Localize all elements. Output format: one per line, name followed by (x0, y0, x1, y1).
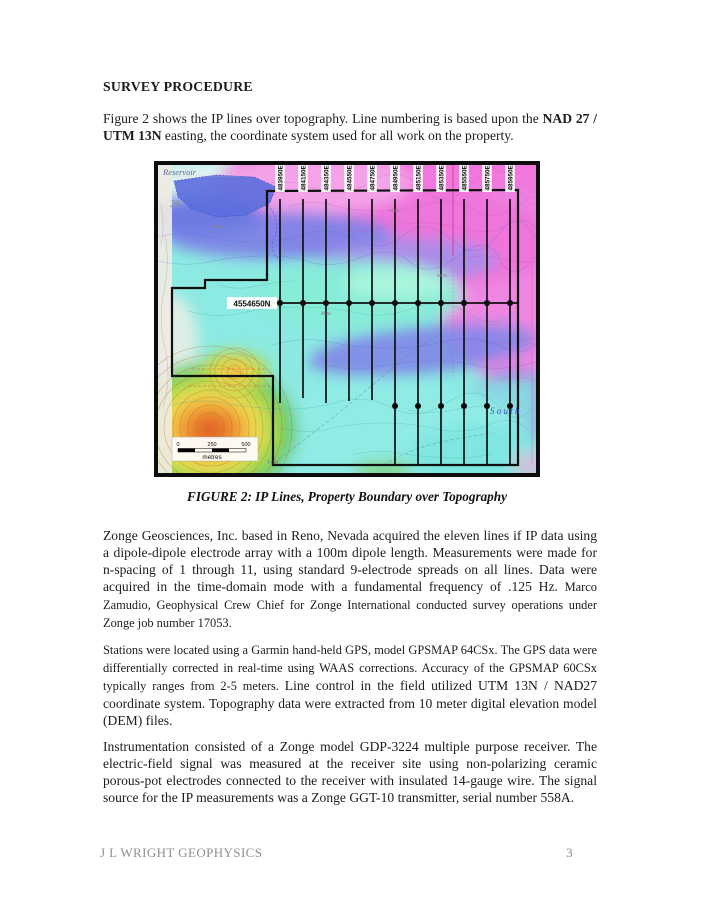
text-segment: easting, the coordinate system used for all work on the property. (161, 128, 514, 143)
easting-label: 483950E (277, 165, 285, 191)
station-dot (461, 403, 467, 409)
svg-text:metres: metres (202, 454, 222, 461)
topo-map (158, 165, 536, 473)
contour-elevation-label: 5801 (437, 273, 448, 278)
south-label: S o u t h (490, 406, 520, 416)
easting-label: 485550E (461, 165, 469, 191)
text-segment: Line control in the field utilized UTM 13N / NAD27 coordinate system. Topography data were extracted from 10 meter digital elevation model (DEM) files. (103, 678, 597, 728)
page-number: 3 (566, 845, 573, 860)
text-segment: NAD 27 / UTM 13N (103, 111, 597, 143)
map-margin-strip (158, 165, 172, 473)
page-footer (100, 845, 573, 861)
station-dot (415, 403, 421, 409)
easting-label: 484550E (346, 165, 354, 191)
gps-paragraph (103, 641, 597, 729)
text-segment: Marco Zamudio, Geophysical Crew Chief for Zonge International conducted survey operations under Zonge job number 17053. (103, 580, 597, 630)
map-frame (154, 161, 540, 477)
station-dot (392, 403, 398, 409)
text-segment: Zonge Geosciences, Inc. based in Reno, Nevada acquired the eleven lines if IP data using a dipole-dipole electrode array with a 100m dipole length. Measurements were made for n-spacing of 1 through 11, using standard 9-electrode spreads on all lines. Data were acquired in the time-domain mode with a fundamental frequency of .125 Hz. (103, 528, 597, 594)
road-label: Road (214, 224, 226, 230)
text-segment: Figure 2 shows the IP lines over topography. Line numbering is based upon the (103, 111, 543, 126)
section-heading: SURVEY PROCEDURE (103, 79, 253, 94)
instrumentation-paragraph (103, 738, 597, 806)
mine-label: Mine (321, 312, 332, 317)
station-7-50-label: 7+50 (267, 460, 279, 466)
text-segment: Instrumentation consisted of a Zonge model GDP-3224 multiple purpose receiver. The electric-field signal was measured at the receiver site using non-polarizing ceramic porous-pot electrodes connected to the receiver with insulated 14-gauge wire. The signal source for the IP measurements was a Zonge GGT-10 transmitter, serial number 558A. (103, 739, 597, 805)
scale-bar (172, 437, 258, 461)
northing-label (227, 297, 277, 309)
svg-text:0: 0 (176, 442, 180, 448)
intro-paragraph (103, 110, 597, 144)
easting-label: 484150E (300, 165, 308, 191)
figure-2 (154, 161, 540, 505)
figure-caption: FIGURE 2: IP Lines, Property Boundary over Topography (187, 489, 507, 504)
reservoir-label: Reservoir (163, 167, 197, 177)
easting-label: 485150E (415, 165, 423, 191)
easting-label: 484750E (369, 165, 377, 191)
page-column (103, 0, 597, 806)
easting-label: 484350E (323, 165, 331, 191)
easting-label: 485750E (484, 165, 492, 191)
svg-text:500: 500 (241, 442, 251, 448)
section-number-label: 26 (170, 199, 180, 210)
text-segment: Stations were located using a Garmin hand-held GPS, model GPSMAP 64CSx. The GPS data were differentially corrected in real-time using WAAS corrections. Accuracy of the GPSMAP 60CSx typically ranges from 2-5 meters. (103, 643, 597, 693)
svg-text:4554650N: 4554650N (233, 299, 271, 309)
contour-elevation-label: 5762 (389, 208, 400, 213)
easting-label: 484950E (392, 165, 400, 191)
easting-label: 485950E (507, 165, 515, 191)
easting-label: 485350E (438, 165, 446, 191)
svg-text:250: 250 (207, 442, 217, 448)
acquisition-paragraph (103, 527, 597, 632)
footer-organization: J L WRIGHT GEOPHYSICS (100, 845, 263, 860)
station-dot (438, 403, 444, 409)
